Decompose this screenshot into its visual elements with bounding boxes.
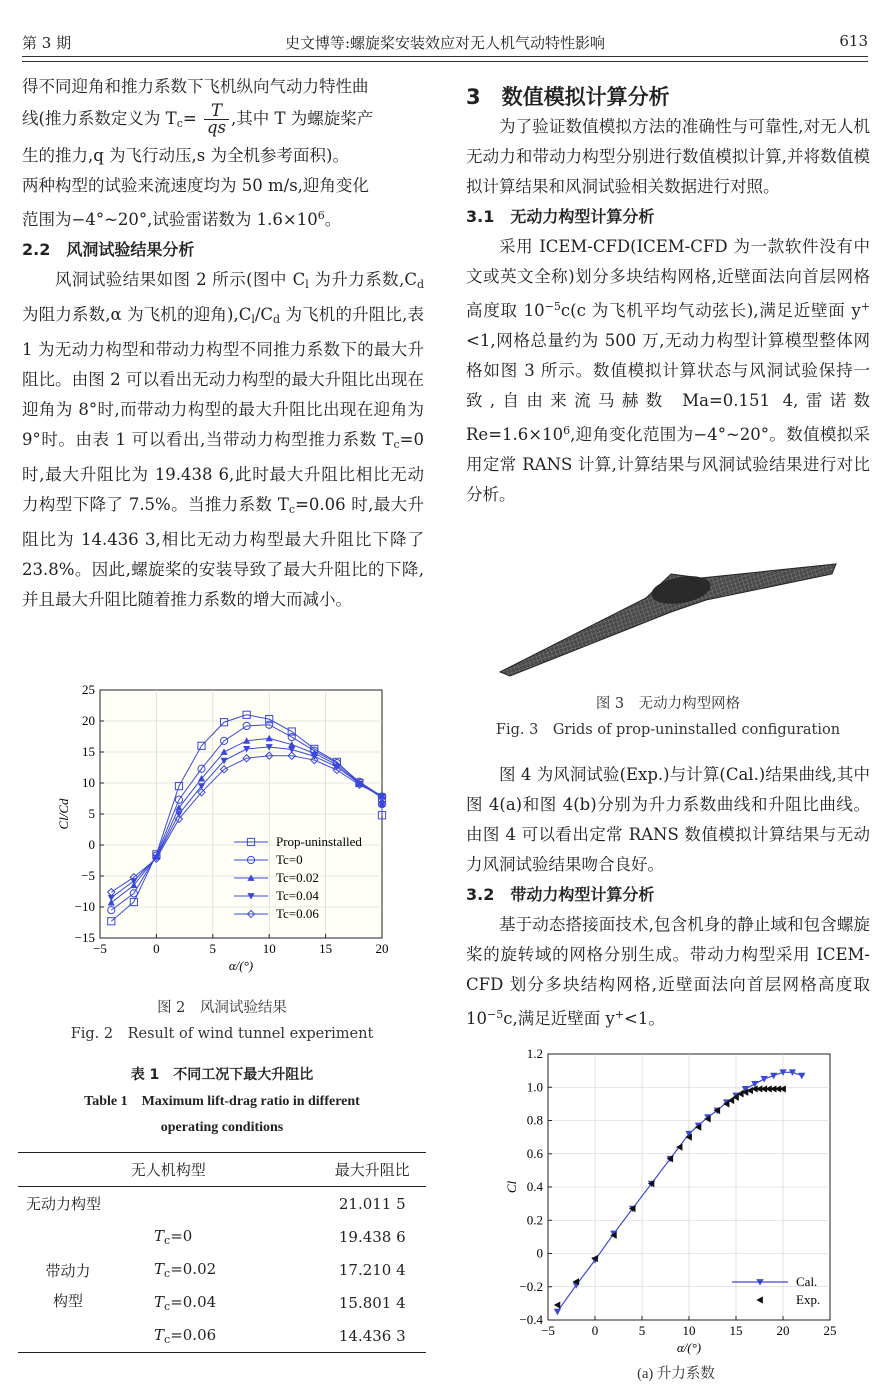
left-column xyxy=(22,72,424,615)
fig2-chart xyxy=(56,682,410,982)
table-cell: $T_c=0$ xyxy=(154,1227,193,1247)
fig4a-chart xyxy=(496,1046,856,1364)
table-group-cell: 带动力 构型 xyxy=(45,1262,91,1311)
paragraph: 为了验证数值模拟方法的准确性与可靠性,对无人机无动力和带动力构型分别进行数值模拟计算,并将数值模拟计算结果和风洞试验相关数据进行对照。 xyxy=(466,117,870,196)
x-tick-label: −5 xyxy=(93,941,107,956)
legend-label: Tc=0.02 xyxy=(276,870,319,885)
table-cell: 17.210 4 xyxy=(338,1261,406,1279)
table1-title-cn: 表 1 不同工况下最大升阻比 xyxy=(130,1067,314,1083)
x-tick-label: 5 xyxy=(209,941,217,956)
legend-label: Tc=0.04 xyxy=(276,888,319,903)
x-axis-label: α/(°) xyxy=(228,958,254,973)
paragraph: 采用 ICEM-CFD(ICEM-CFD 为一款软件没有中文或英文全称)划分多块结构网格,近壁面法向首层网格高度取 $10^{-5}c(c$ 为飞机平均气动弦长),满足近壁面 y+<1,网格总量约为 500 万,无动力构型计算模型整体网格如图 3 所示。数值模拟计算状态与风洞试验保持一致,自由来流马赫数 Ma=0.151 4,雷诺数 $Re=1.6\times 10^6$,迎角变化范围为−4°~20°。数值模拟采用定常 RANS 计算,计算结果与风洞试验结果进行对比分析。 xyxy=(466,237,870,504)
table-header-row xyxy=(18,1153,426,1187)
y-tick-label: 0.4 xyxy=(526,1179,543,1194)
paragraph: 基于动态搭接面技术,包含机身的静止域和包含螺旋桨的旋转域的网格分别生成。带动力构型采用 ICEM-CFD 划分多块结构网格,近壁面法向首层网格高度取 $10^{-5}c$,满足近壁面 y+<1。 xyxy=(466,915,870,1028)
fraction: $\frac{T}{qs}$ xyxy=(204,103,229,136)
y-tick-label: −10 xyxy=(74,899,95,914)
table-cell: $T_c=0.04$ xyxy=(154,1293,217,1313)
x-tick-label: 10 xyxy=(682,1323,696,1338)
x-tick-label: 15 xyxy=(729,1323,743,1338)
y-tick-label: 25 xyxy=(82,682,95,697)
x-tick-label: 0 xyxy=(153,941,160,956)
y-axis-label: Cl xyxy=(504,1180,519,1194)
table-cell: $T_c=0.02$ xyxy=(154,1260,217,1280)
table1-title-en: operating conditions xyxy=(160,1120,284,1135)
page-number: 613 xyxy=(839,32,868,50)
x-tick-label: 20 xyxy=(776,1323,790,1338)
y-tick-label: 0.6 xyxy=(526,1145,543,1161)
paragraph: 线(推力系数定义为 $T_c=$ $\frac{T}{qs}$ ,其中 T 为螺旋桨产 xyxy=(22,101,374,137)
table-cell: $T_c=0.06$ xyxy=(154,1325,217,1346)
x-tick-label: 20 xyxy=(375,941,389,956)
x-axis-label: α/(°) xyxy=(676,1340,702,1355)
legend-label: Prop-uninstalled xyxy=(276,834,362,849)
right-column-lower xyxy=(466,760,870,1034)
table1-title-en: Table 1 Maximum lift-drag ratio in different xyxy=(84,1094,360,1109)
fig3-caption-cn: 图 3 无动力构型网格 xyxy=(595,696,741,712)
table-cell: 19.438 6 xyxy=(338,1228,406,1246)
table-row xyxy=(18,1187,426,1221)
y-tick-label: 1.0 xyxy=(526,1079,543,1095)
table-cell: 无动力构型 xyxy=(26,1195,102,1214)
paragraph: 风洞试验结果如图 2 所示(图中 $C_l$ 为升力系数$,C_d$ 为阻力系数,α 为飞机的迎角)$,C_l/C_d$ 为飞机的升阻比,表 1 为无动力构型和带动力构型不同推力系数下的最大升阻比。由图 2 可以看出无动力构型的最大升阻比出现在迎角为 8°时,而带动力构型的最大升阻比出现在迎角为 9°时。由表 1 可以看出,当带动力构型推力系数 $T_c=0$ 时,最大升阻比为 19.438 6,此时最大升阻比相比无动力构型下降了 7.5%。当推力系数 $T_c=0.06$ 时,最大升阻比为 14.436 3,相比无动力构型最大升阻比下降了 23.8%。因此,螺旋桨的安装导致了最大升阻比的下降,并且最大升阻比随着推力系数的增大而减小。 xyxy=(22,270,425,609)
issue-number: 第 3 期 xyxy=(22,34,72,52)
running-title: 史文博等:螺旋桨安装效应对无人机气动特性影响 xyxy=(284,34,606,52)
x-tick-label: 0 xyxy=(591,1323,599,1338)
table-row xyxy=(18,1221,426,1254)
section-heading-3: 3 数值模拟计算分析 xyxy=(466,85,670,109)
legend-label: Cal. xyxy=(796,1274,818,1289)
y-tick-label: −0.2 xyxy=(519,1278,543,1294)
section-heading-2-2: 2.2 风洞试验结果分析 xyxy=(22,240,195,259)
x-tick-label: −5 xyxy=(541,1323,555,1338)
table-cell: 21.011 5 xyxy=(338,1194,406,1213)
table-header-cell: 无人机构型 xyxy=(130,1161,206,1179)
legend-label: Exp. xyxy=(796,1292,821,1307)
y-tick-label: 0.2 xyxy=(526,1212,543,1228)
y-tick-label: 0.8 xyxy=(526,1112,543,1128)
fig3-mesh-image xyxy=(496,560,846,680)
paragraph: 两种构型的试验来流速度均为 50 m/s,迎角变化 xyxy=(22,176,369,195)
right-column xyxy=(466,82,870,510)
y-tick-label: 15 xyxy=(82,744,95,759)
y-tick-label: 5 xyxy=(88,806,95,821)
paragraph: 范围为−4°~20°,试验雷诺数为 $1.6\times 10^6$。 xyxy=(22,209,342,229)
fig2-caption-cn: 图 2 风洞试验结果 xyxy=(157,1000,287,1016)
y-tick-label: 20 xyxy=(82,713,95,728)
table-cell: 14.436 3 xyxy=(338,1326,406,1345)
y-tick-label: −5 xyxy=(81,868,95,883)
y-tick-label: 0 xyxy=(536,1245,543,1261)
y-tick-label: 10 xyxy=(82,775,95,790)
y-tick-label: −0.4 xyxy=(519,1312,543,1327)
paragraph: 图 4 为风洞试验(Exp.)与计算(Cal.)结果曲线,其中图 4(a)和图 4(b)分别为升力系数曲线和升阻比曲线。由图 4 可以看出定常 RANS 数值模拟计算结果与无动力风洞试验结果吻合良好。 xyxy=(466,765,870,874)
x-tick-label: 15 xyxy=(319,941,333,956)
fig2-caption-en: Fig. 2 Result of wind tunnel experiment xyxy=(70,1026,374,1042)
y-axis-label: Cl/Cd xyxy=(56,798,71,830)
fig4a-caption: (a) 升力系数 xyxy=(637,1366,715,1382)
x-tick-label: 25 xyxy=(823,1323,837,1338)
legend-label: Tc=0 xyxy=(276,852,303,867)
table1 xyxy=(18,1152,426,1353)
y-tick-label: −15 xyxy=(74,930,95,945)
paragraph: 生的推力,q 为飞行动压,s 为全机参考面积)。 xyxy=(22,146,349,165)
fig3-caption-en: Fig. 3 Grids of prop-uninstalled configuration xyxy=(495,722,841,738)
running-header xyxy=(22,28,868,54)
x-tick-label: 10 xyxy=(262,941,276,956)
y-tick-label: 1.2 xyxy=(526,1046,543,1061)
y-tick-label: 0 xyxy=(88,837,95,852)
table-header-cell: 最大升阻比 xyxy=(334,1161,410,1179)
header-rule xyxy=(22,56,868,62)
x-tick-label: 5 xyxy=(638,1323,646,1338)
section-heading-3-2: 3.2 带动力构型计算分析 xyxy=(466,885,655,904)
section-heading-3-1: 3.1 无动力构型计算分析 xyxy=(466,207,655,226)
table-cell: 15.801 4 xyxy=(338,1294,406,1312)
legend-label: Tc=0.06 xyxy=(276,906,319,921)
paragraph: 得不同迎角和推力系数下飞机纵向气动力特性曲 xyxy=(22,77,369,96)
